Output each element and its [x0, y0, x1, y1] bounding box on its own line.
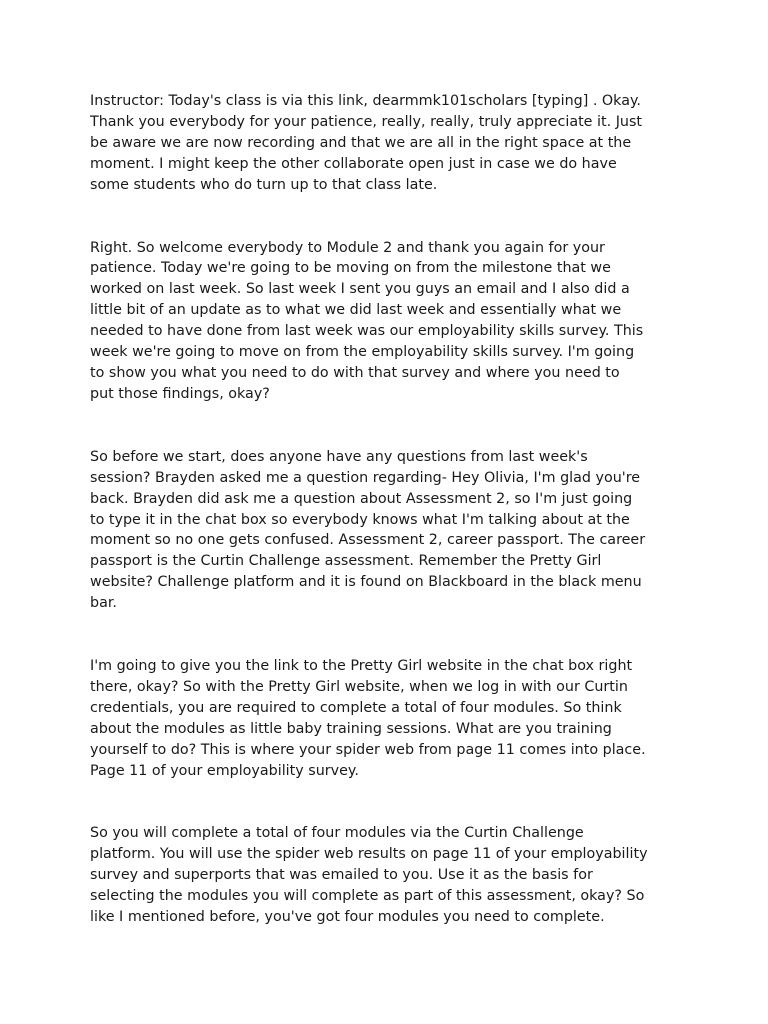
text-line: yourself to do? This is where your spider web from page 11 comes into place. — [90, 741, 646, 758]
text-line: to type it in the chat box so everybody knows what I'm talking about at the — [90, 511, 630, 528]
text-line: there, okay? So with the Pretty Girl website, when we log in with our Curtin — [90, 678, 628, 695]
text-line: passport is the Curtin Challenge assessment. Remember the Pretty Girl — [90, 553, 602, 570]
paragraph-4 — [90, 656, 690, 781]
text-line: patience. Today we're going to be moving on from the milestone that we — [90, 260, 611, 277]
text-line: little bit of an update as to what we did last week and essentially what we — [90, 302, 622, 319]
paragraph-3 — [90, 447, 690, 614]
text-line: about the modules as little baby training sessions. What are you training — [90, 720, 612, 737]
text-line: worked on last week. So last week I sent you guys an email and I also did a — [90, 281, 630, 298]
text-line: back. Brayden did ask me a question about Assessment 2, so I'm just going — [90, 490, 633, 507]
text-line: moment. I might keep the other collaborate open just in case we do have — [90, 155, 617, 172]
text-line: moment so no one gets confused. Assessment 2, career passport. The career — [90, 532, 646, 549]
paragraph-2 — [90, 238, 690, 405]
text-line: bar. — [90, 595, 117, 612]
text-line: credentials, you are required to complete a total of four modules. So think — [90, 699, 622, 716]
text-line: Instructor: Today's class is via this link, dearmmk101scholars [typing] . Okay. — [90, 93, 641, 109]
text-line: session? Brayden asked me a question regarding- Hey Olivia, I'm glad you're — [90, 469, 641, 486]
text-line: Right. So welcome everybody to Module 2 and thank you again for your — [90, 239, 605, 256]
paragraph-1 — [90, 91, 690, 196]
text-line: selecting the modules you will complete as part of this assessment, okay? So — [90, 888, 645, 905]
text-line: some students who do turn up to that class late. — [90, 176, 438, 193]
text-line: be aware we are now recording and that we are all in the right space at the — [90, 134, 632, 151]
text-line: Thank you everybody for your patience, really, really, truly appreciate it. Just — [90, 113, 643, 130]
text-line: like I mentioned before, you've got four modules you need to complete. — [90, 909, 605, 926]
text-line: I'm going to give you the link to the Pretty Girl website in the chat box right — [90, 658, 633, 675]
text-line: So you will complete a total of four modules via the Curtin Challenge — [90, 825, 584, 842]
text-line: needed to have done from last week was our employability skills survey. This — [90, 323, 644, 340]
text-line: So before we start, does anyone have any questions from last week's — [90, 448, 588, 465]
text-line: survey and superports that was emailed to you. Use it as the basis for — [90, 867, 593, 884]
text-line: platform. You will use the spider web results on page 11 of your employability — [90, 846, 648, 863]
text-line: week we're going to move on from the employability skills survey. I'm going — [90, 344, 635, 361]
transcript-document — [90, 91, 690, 970]
text-line: to show you what you need to do with that survey and where you need to — [90, 364, 620, 381]
paragraph-5 — [90, 823, 690, 928]
text-line: put those findings, okay? — [90, 385, 270, 402]
text-line: Page 11 of your employability survey. — [90, 762, 359, 779]
text-line: website? Challenge platform and it is found on Blackboard in the black menu — [90, 574, 642, 591]
